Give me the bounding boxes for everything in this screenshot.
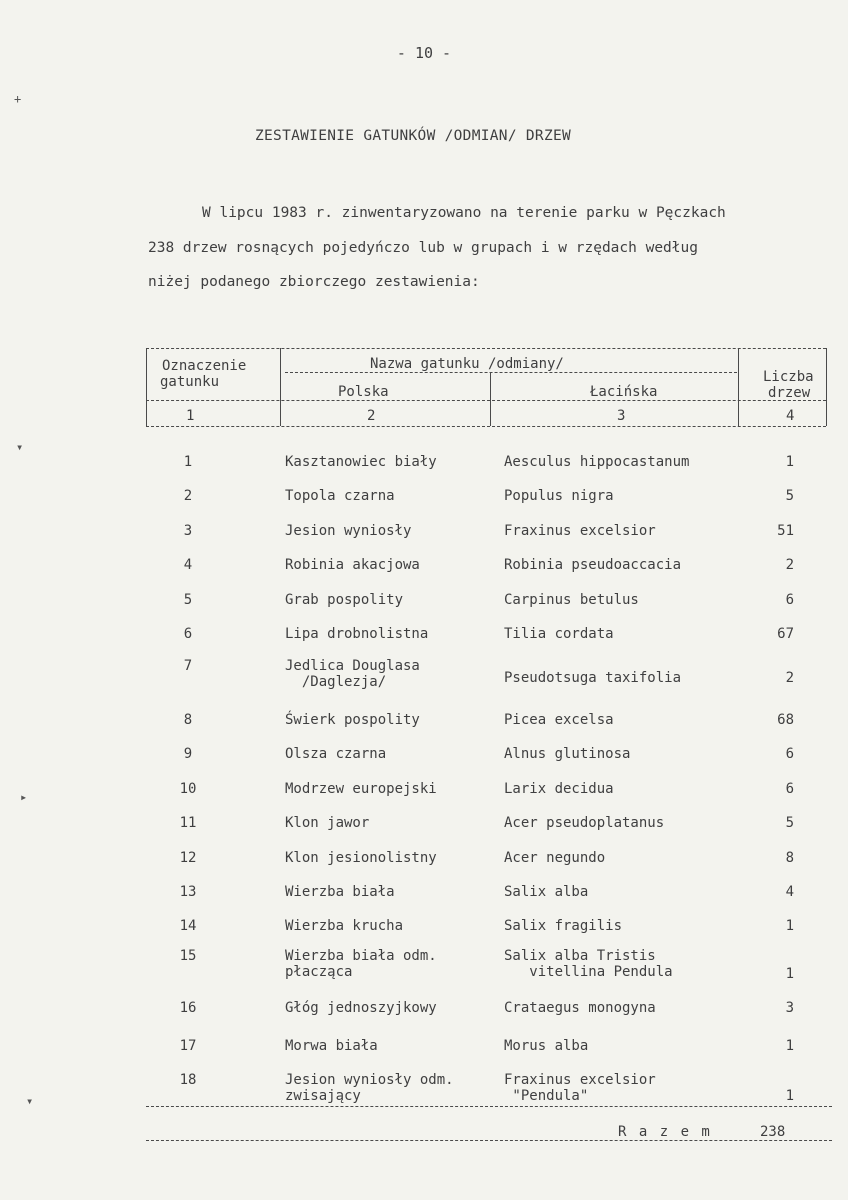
- total-rule: [146, 1140, 832, 1141]
- row-number: 15: [179, 948, 197, 964]
- intro-line-3: niżej podanego zbiorczego zestawienia:: [148, 274, 480, 290]
- header-divider: [280, 348, 281, 426]
- row-polish-name: Robinia akacjowa: [285, 557, 420, 573]
- row-polish-name: Wierzba krucha: [285, 918, 404, 934]
- row-latin-name: Salix fragilis: [504, 918, 623, 934]
- row-count: 51: [777, 523, 794, 539]
- intro-line-2: 238 drzew rosnących pojedyńczo lub w grupach i w rzędach według: [148, 239, 698, 256]
- column-number: 4: [786, 408, 795, 424]
- row-polish-name: Świerk pospolity: [285, 712, 420, 728]
- intro-paragraph: [148, 196, 726, 300]
- row-polish-name: Topola czarna: [285, 488, 395, 504]
- row-latin-name: Salix alba Tristis vitellina Pendula: [504, 948, 673, 980]
- row-polish-name: Lipa drobnolistna: [285, 626, 429, 642]
- total-label: R a z e m: [618, 1124, 712, 1140]
- row-number: 17: [179, 1038, 197, 1054]
- header-divider: [146, 348, 147, 426]
- row-number: 8: [183, 712, 193, 728]
- row-count: 2: [785, 557, 794, 573]
- row-count: 1: [785, 1088, 794, 1104]
- header-designation: gatunku: [160, 374, 220, 390]
- intro-line-1: W lipcu 1983 r. zinwentaryzowano na terenie parku w Pęczkach: [202, 205, 726, 221]
- row-polish-name: Grab pospolity: [285, 592, 404, 608]
- row-latin-name: Populus nigra: [504, 488, 614, 504]
- row-polish-name: Modrzew europejski: [285, 781, 437, 797]
- header-bottom-rule: [146, 426, 826, 427]
- punch-mark: +: [14, 92, 22, 106]
- header-name-group: Nazwa gatunku /odmiany/: [370, 356, 564, 372]
- row-latin-name: Robinia pseudoaccacia: [504, 557, 682, 573]
- column-number: 3: [617, 408, 626, 424]
- row-latin-name: Aesculus hippocastanum: [504, 454, 690, 470]
- row-count: 4: [785, 884, 794, 900]
- row-polish-name: Klon jesionolistny: [285, 850, 437, 866]
- row-latin-name: Acer pseudoplatanus: [504, 815, 665, 831]
- table-bottom-rule: [146, 1106, 832, 1107]
- row-number: 12: [179, 850, 197, 866]
- punch-mark: ▾: [16, 440, 24, 454]
- row-polish-name: Jesion wyniosły odm. zwisający: [285, 1072, 454, 1104]
- row-polish-name: Morwa biała: [285, 1038, 378, 1054]
- row-polish-name: Głóg jednoszyjkowy: [285, 1000, 437, 1016]
- row-count: 5: [785, 488, 794, 504]
- header-divider: [490, 373, 491, 426]
- row-latin-name: Fraxinus excelsior: [504, 523, 656, 539]
- row-latin-name: Larix decidua: [504, 781, 614, 797]
- total-value: 238: [760, 1124, 786, 1140]
- row-polish-name: Jesion wyniosły: [285, 523, 412, 539]
- row-number: 5: [183, 592, 193, 608]
- header-mid-rule: [146, 400, 826, 401]
- column-number: 2: [367, 408, 376, 424]
- row-latin-name: Acer negundo: [504, 850, 606, 866]
- row-latin-name: Pseudotsuga taxifolia: [504, 670, 682, 686]
- header-designation: Oznaczenie: [162, 358, 247, 374]
- row-latin-name: Salix alba: [504, 884, 589, 900]
- header-divider: [826, 348, 827, 426]
- column-number: 1: [186, 408, 195, 424]
- row-polish-name: Klon jawor: [285, 815, 370, 831]
- row-latin-name: Crataegus monogyna: [504, 1000, 656, 1016]
- row-count: 6: [785, 781, 794, 797]
- punch-mark: ▾: [26, 1094, 34, 1108]
- row-number: 10: [179, 781, 197, 797]
- header-latin: Łacińska: [590, 384, 658, 400]
- row-latin-name: Carpinus betulus: [504, 592, 639, 608]
- header-divider: [738, 348, 739, 426]
- header-polish: Polska: [338, 384, 389, 400]
- row-number: 6: [183, 626, 193, 642]
- row-number: 1: [183, 454, 193, 470]
- row-number: 2: [183, 488, 193, 504]
- document-title: ZESTAWIENIE GATUNKÓW /ODMIAN/ DRZEW: [255, 128, 572, 144]
- row-polish-name: Wierzba biała odm. płacząca: [285, 948, 437, 980]
- row-count: 6: [785, 592, 794, 608]
- row-polish-name: Olsza czarna: [285, 746, 387, 762]
- row-latin-name: Tilia cordata: [504, 626, 614, 642]
- row-count: 67: [777, 626, 794, 642]
- row-count: 1: [785, 918, 794, 934]
- row-number: 18: [179, 1072, 197, 1088]
- page-number: - 10 -: [396, 44, 452, 62]
- row-number: 9: [183, 746, 193, 762]
- row-count: 2: [785, 670, 794, 686]
- row-count: 1: [785, 454, 794, 470]
- row-polish-name: Kasztanowiec biały: [285, 454, 437, 470]
- row-number: 13: [179, 884, 197, 900]
- row-number: 11: [179, 815, 197, 831]
- row-number: 16: [179, 1000, 197, 1016]
- punch-mark: ▸: [20, 790, 28, 804]
- row-count: 1: [785, 966, 794, 982]
- row-count: 6: [785, 746, 794, 762]
- row-count: 3: [785, 1000, 794, 1016]
- row-polish-name: Wierzba biała: [285, 884, 395, 900]
- row-count: 68: [777, 712, 794, 728]
- row-number: 7: [183, 658, 193, 674]
- row-number: 4: [183, 557, 193, 573]
- row-latin-name: Morus alba: [504, 1038, 589, 1054]
- header-count: drzew: [768, 385, 811, 401]
- row-number: 14: [179, 918, 197, 934]
- row-number: 3: [183, 523, 193, 539]
- row-latin-name: Fraxinus excelsior "Pendula": [504, 1072, 656, 1104]
- row-latin-name: Picea excelsa: [504, 712, 614, 728]
- header-count: Liczba: [763, 369, 814, 385]
- row-latin-name: Alnus glutinosa: [504, 746, 631, 762]
- row-count: 5: [785, 815, 794, 831]
- row-count: 1: [785, 1038, 794, 1054]
- row-polish-name: Jedlica Douglasa /Daglezja/: [285, 658, 420, 690]
- name-group-rule: [285, 372, 737, 373]
- header-top-rule: [146, 348, 826, 349]
- row-count: 8: [785, 850, 794, 866]
